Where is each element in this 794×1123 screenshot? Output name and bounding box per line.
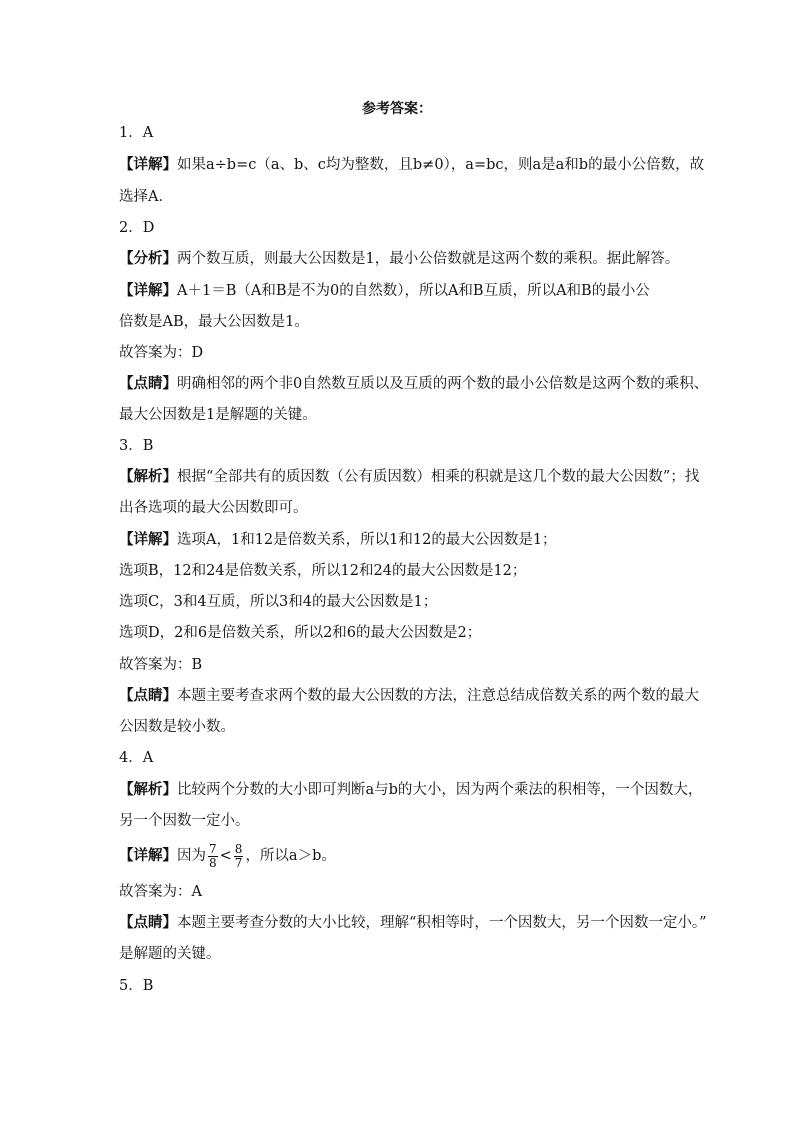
q4-comment-line2: 是解题的关键。	[119, 946, 221, 962]
detail-tag: 【详解】	[119, 531, 177, 548]
q3-detail-text: 选项A，1和12是倍数关系，所以1和12的最大公因数是1；	[177, 532, 557, 548]
q3-answer: 故答案为：B	[119, 657, 203, 673]
q4-analysis-line1	[119, 780, 702, 800]
q5-number: 5．B	[119, 978, 154, 994]
q2-detail-text: A＋1＝B（A和B是不为0的自然数），所以A和B互质，所以A和B的最小公	[177, 283, 650, 299]
q4-analysis-line2: 另一个因数一定小。	[119, 813, 250, 829]
q2-comment-line1	[119, 374, 708, 394]
analysis-tag: 【解析】	[119, 468, 177, 485]
detail-tag: 【详解】	[119, 282, 177, 299]
detail-tag: 【详解】	[119, 847, 177, 864]
q1-detail-text: 如果a÷b=c（a、b、c均为整数，且b≠0），a=bc，则a是a和b的最小公倍数，故	[177, 157, 705, 173]
comment-tag: 【点睛】	[119, 375, 177, 392]
fraction-numerator: 8	[234, 841, 243, 856]
q4-answer: 故答案为：A	[119, 884, 202, 900]
q1-detail-line2: 选择A．	[119, 189, 173, 205]
q2-comment-text: 明确相邻的两个非0自然数互质以及互质的两个数的最小公倍数是这两个数的乘积、	[177, 376, 709, 392]
q3-number: 3．B	[119, 438, 154, 454]
detail-tag: 【详解】	[119, 156, 177, 173]
q2-number: 2．D	[119, 220, 155, 236]
q2-answer: 故答案为：D	[119, 345, 204, 361]
q4-detail-post: ，所以a＞b。	[245, 848, 336, 864]
q2-detail-line1	[119, 281, 650, 301]
analysis-tag: 【分析】	[119, 250, 177, 267]
q4-detail-line	[119, 839, 336, 873]
fraction-denominator: 8	[209, 855, 217, 870]
q3-comment-line2: 公因数是较小数。	[119, 719, 235, 735]
q3-detail-line2: 选项B，12和24是倍数关系，所以12和24的最大公因数是12；	[119, 563, 527, 579]
q3-detail-line1	[119, 530, 557, 550]
q3-analysis-text: 根据“全部共有的质因数（公有质因数）相乘的积就是这几个数的最大公因数”；找	[177, 469, 700, 485]
q4-detail-pre: 因为	[177, 848, 206, 864]
fraction-denominator: 7	[234, 855, 243, 870]
page-title: 参考答案：	[362, 101, 432, 117]
q3-comment-line1	[119, 686, 699, 706]
fraction-7-8	[208, 843, 218, 870]
q3-comment-text: 本题主要考查求两个数的最大公因数的方法，注意总结成倍数关系的两个数的最大	[177, 688, 699, 704]
q3-analysis-line1	[119, 467, 699, 487]
analysis-tag: 【解析】	[119, 781, 177, 798]
q4-analysis-text: 比较两个分数的大小即可判断a与b的大小，因为两个乘法的积相等，一个因数大，	[177, 782, 703, 798]
q4-comment-line1	[119, 913, 707, 933]
q1-detail-line1	[119, 155, 704, 175]
q2-analysis-text: 两个数互质，则最大公因数是1，最小公倍数就是这两个数的乘积。据此解答。	[177, 251, 680, 267]
q4-comment-text: 本题主要考查分数的大小比较，理解“积相等时，一个因数大，另一个因数一定小。”	[177, 915, 707, 931]
q2-analysis	[119, 249, 679, 269]
less-than-sign: <	[219, 848, 232, 864]
q3-analysis-line2: 出各选项的最大公因数即可。	[119, 500, 308, 516]
comment-tag: 【点睛】	[119, 914, 177, 931]
q1-number: 1．A	[119, 125, 154, 141]
q4-number: 4．A	[119, 750, 154, 766]
q2-comment-line2: 最大公因数是1是解题的关键。	[119, 407, 317, 423]
q2-detail-line2: 倍数是AB，最大公因数是1。	[119, 314, 309, 330]
q3-detail-line3: 选项C，3和4互质，所以3和4的最大公因数是1；	[119, 594, 438, 610]
fraction-8-7	[234, 843, 244, 870]
fraction-numerator: 7	[209, 841, 217, 856]
q3-detail-line4: 选项D，2和6是倍数关系，所以2和6的最大公因数是2；	[119, 625, 482, 641]
comment-tag: 【点睛】	[119, 687, 177, 704]
